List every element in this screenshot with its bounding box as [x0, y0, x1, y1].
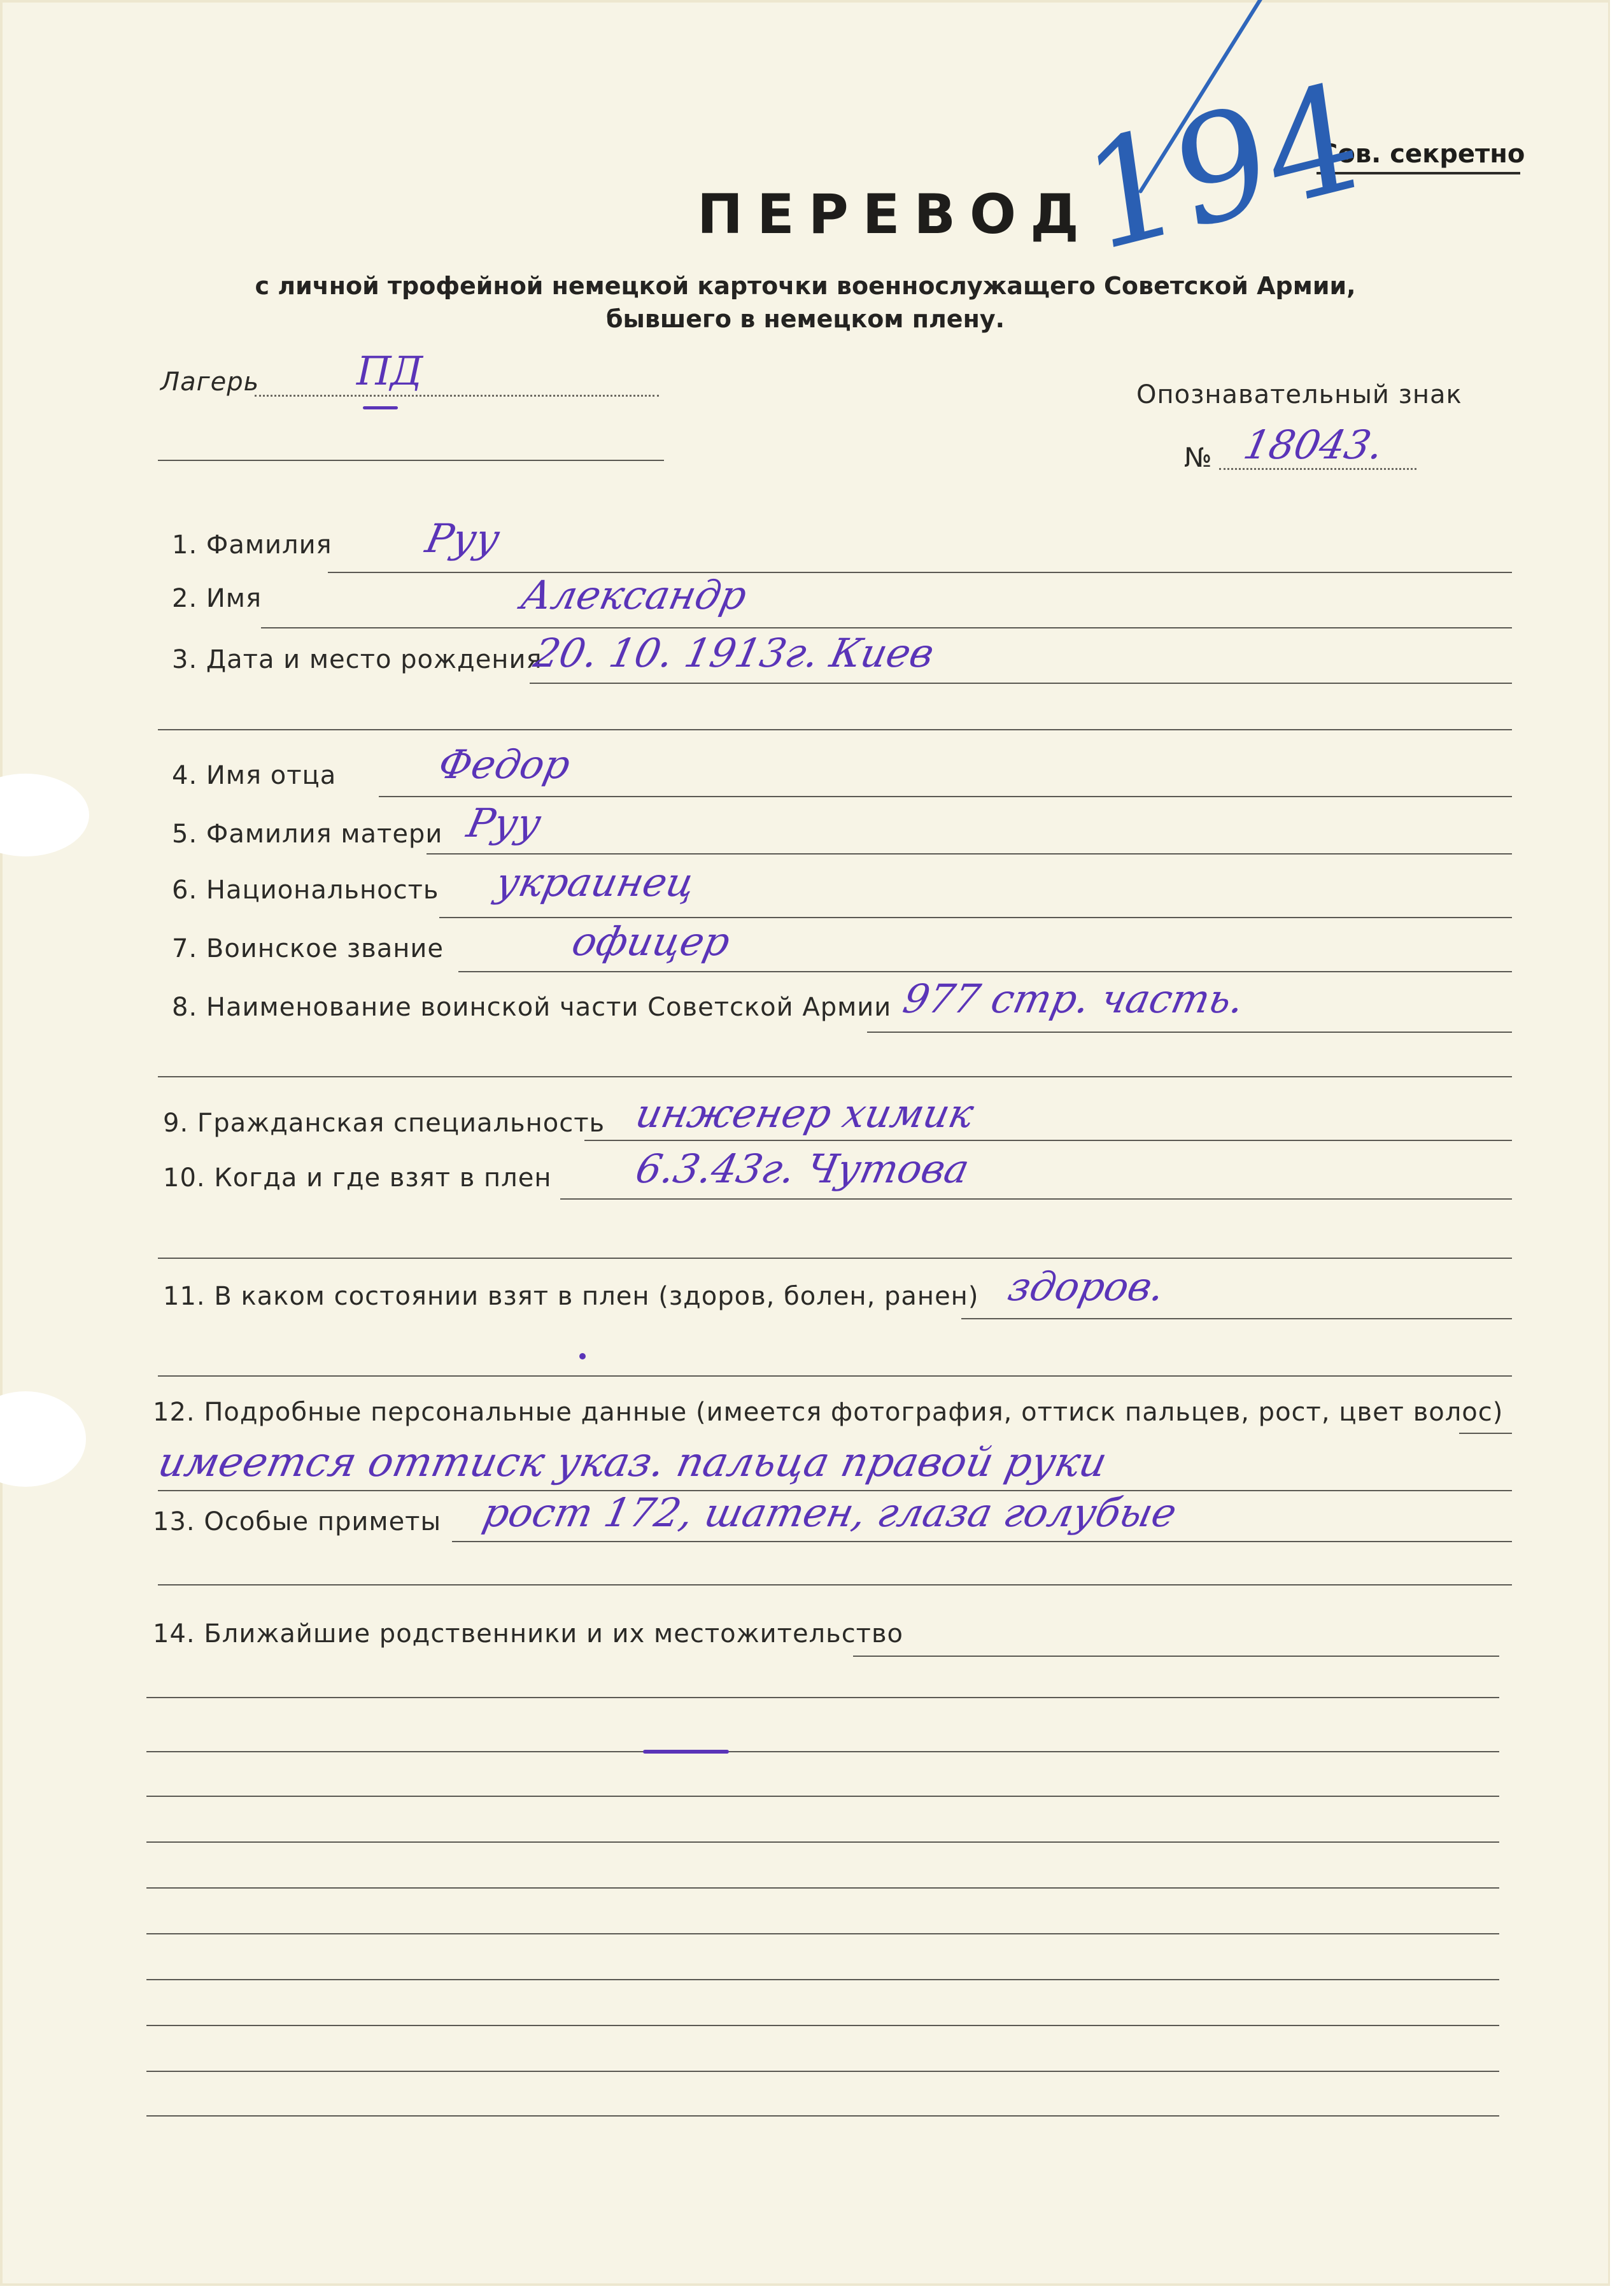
field-10-line [560, 1198, 1512, 1200]
field-13-second-line [158, 1584, 1512, 1585]
field-14-blank-line-8 [146, 2025, 1499, 2026]
field-4-line [379, 796, 1512, 797]
field-12-label: 12. Подробные персональные данные (имеется фотография, оттиск пальцев, рост, цвет волос) [153, 1398, 1504, 1427]
field-9-line [584, 1140, 1512, 1141]
camp-second-line [158, 460, 664, 461]
ink-dot [579, 1353, 586, 1359]
field-7-line [458, 971, 1512, 972]
field-3-value: 20. 10. 1913г. Киев [530, 630, 938, 676]
field-11-label: 11. В каком состоянии взят в плен (здоров, болен, ранен) [163, 1282, 979, 1311]
classification-label: Сов. секретно [1319, 139, 1525, 169]
field-11-line [961, 1318, 1512, 1319]
field-1-value: Руу [421, 515, 504, 562]
field-10-second-line [158, 1258, 1512, 1259]
field-14-blank-line-4 [146, 1841, 1499, 1843]
field-10-label: 10. Когда и где взят в плен [163, 1163, 552, 1193]
field-14-label: 14. Ближайшие родственники и их местожительство [153, 1619, 904, 1649]
field-4-label: 4. Имя отца [172, 761, 337, 790]
field-3-line [530, 683, 1512, 684]
document-subtitle-line2: бывшего в немецком плену. [605, 305, 1005, 333]
camp-value-underline [363, 406, 398, 409]
field-6-label: 6. Национальность [172, 876, 439, 905]
field-5-value: Руу [463, 800, 546, 846]
field-14-blank-line-3 [146, 1796, 1499, 1797]
field-8-label: 8. Наименование воинской части Советской Армии [172, 993, 892, 1022]
field-7-value: офицер [568, 918, 735, 965]
field-14-blank-line-7 [146, 1979, 1499, 1980]
field-9-label: 9. Гражданская специальность [163, 1109, 605, 1138]
field-1-line [328, 572, 1512, 573]
field-14-blank-line-1 [146, 1697, 1499, 1698]
field-2-label: 2. Имя [172, 584, 262, 613]
id-mark-number-sign: № [1184, 442, 1213, 473]
field-14-line [853, 1656, 1499, 1657]
field-3-label: 3. Дата и место рождения [172, 645, 542, 674]
field-4-value: Федор [434, 741, 575, 788]
field-13-line [452, 1541, 1512, 1542]
field-8-value: 977 стр. часть. [899, 975, 1249, 1022]
document-title: ПЕРЕВОД [697, 183, 1093, 246]
field-12-value: имеется оттиск указ. пальца правой руки [154, 1439, 1112, 1486]
field-10-value: 6.3.43г. Чутова [632, 1146, 973, 1192]
field-9-value: инженер химик [632, 1090, 978, 1137]
field-14-blank-line-2 [146, 1751, 1499, 1752]
field-11-second-line [158, 1375, 1512, 1377]
field-13-value: рост 172, шатен, глаза голубые [479, 1489, 1181, 1536]
id-mark-value: 18043. [1239, 422, 1388, 468]
field-14-blank-line-6 [146, 1933, 1499, 1934]
field-11-value: здоров. [1004, 1263, 1169, 1310]
field-8-second-line [158, 1076, 1512, 1077]
field-8-line [867, 1032, 1512, 1033]
field-1-label: 1. Фамилия [172, 530, 332, 560]
field-5-label: 5. Фамилия матери [172, 819, 443, 849]
camp-field-line [255, 395, 659, 397]
id-mark-label: Опознавательный знак [1136, 380, 1462, 409]
camp-value: ПД [351, 348, 428, 394]
field-2-line [261, 627, 1512, 628]
id-mark-field-line [1219, 468, 1416, 470]
document-subtitle-line1: с личной трофейной немецкой карточки военнослужащего Советской Армии, [255, 272, 1356, 300]
field-14-blank-line-5 [146, 1887, 1499, 1889]
field-14-blank-line-10 [146, 2115, 1499, 2117]
field-5-line [427, 853, 1512, 855]
field-12-line [1459, 1433, 1512, 1434]
field-7-label: 7. Воинское звание [172, 934, 444, 963]
pen-dash [643, 1750, 729, 1754]
archive-number: 194 [1074, 50, 1370, 287]
field-14-blank-line-9 [146, 2071, 1499, 2072]
field-13-label: 13. Особые приметы [153, 1507, 442, 1536]
camp-label: Лагерь [160, 367, 260, 397]
field-2-value: Александр [517, 572, 751, 618]
field-3-second-line [158, 729, 1512, 730]
field-6-value: украинец [491, 859, 700, 905]
scan-edge [1610, 0, 1624, 2291]
